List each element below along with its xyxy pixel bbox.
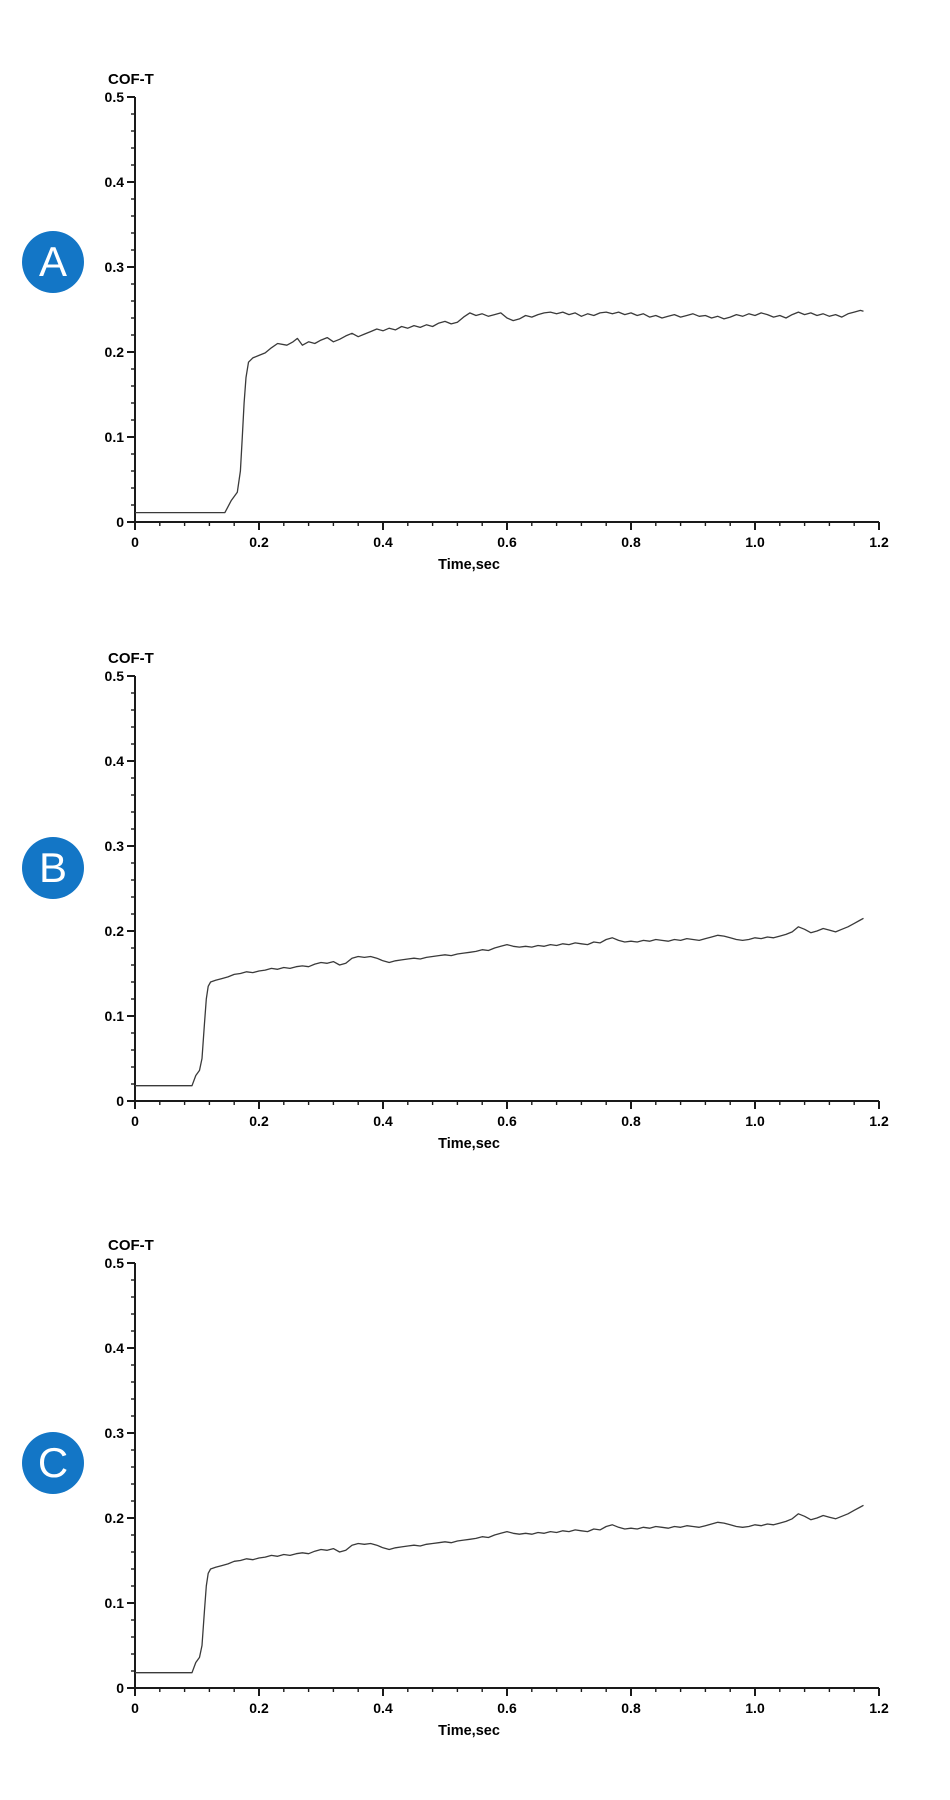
panel-badge-a-label: A — [38, 238, 67, 285]
y-tick-label: 0.5 — [104, 1255, 124, 1271]
y-tick-label: 0.2 — [104, 344, 124, 360]
cof-curve — [135, 918, 864, 1085]
x-tick-label: 0.6 — [497, 534, 517, 550]
x-tick-label: 1.0 — [745, 1700, 765, 1716]
x-tick-label: 0.6 — [497, 1700, 517, 1716]
cof-curve — [135, 1505, 864, 1672]
x-axis-label: Time,sec — [438, 557, 500, 573]
panel-badge-c-label: C — [37, 1439, 69, 1486]
y-tick-label: 0.3 — [104, 1425, 124, 1441]
axes — [135, 676, 879, 1101]
chart-title: COF-T — [108, 1237, 154, 1254]
y-tick-label: 0.5 — [104, 668, 124, 684]
y-tick-label: 0 — [116, 1093, 124, 1109]
x-tick-label: 0.2 — [249, 1700, 269, 1716]
panel-badge-b — [22, 837, 84, 899]
y-tick-label: 0.1 — [104, 429, 124, 445]
x-tick-label: 1.0 — [745, 1113, 765, 1129]
cof-curve — [135, 310, 864, 512]
cof-chart-b — [105, 650, 889, 1152]
x-tick-label: 1.2 — [869, 1113, 889, 1129]
panel-badge-a — [22, 231, 84, 293]
x-axis-label: Time,sec — [438, 1136, 500, 1152]
x-tick-label: 0.8 — [621, 1113, 641, 1129]
y-tick-label: 0.5 — [104, 89, 124, 105]
x-tick-label: 0.4 — [373, 1700, 393, 1716]
axes — [135, 1263, 879, 1688]
x-tick-label: 1.2 — [869, 534, 889, 550]
x-tick-label: 0.2 — [249, 1113, 269, 1129]
y-tick-label: 0.1 — [104, 1595, 124, 1611]
cof-chart-c — [105, 1237, 889, 1739]
x-tick-label: 0 — [131, 1113, 139, 1129]
y-tick-label: 0.1 — [104, 1008, 124, 1024]
y-tick-label: 0.4 — [104, 174, 124, 190]
y-tick-label: 0 — [116, 514, 124, 530]
x-axis-label: Time,sec — [438, 1723, 500, 1739]
x-tick-label: 0.2 — [249, 534, 269, 550]
x-tick-label: 1.0 — [745, 534, 765, 550]
y-tick-label: 0.2 — [104, 1510, 124, 1526]
x-tick-label: 0.8 — [621, 534, 641, 550]
cof-chart-a — [105, 71, 889, 573]
x-tick-label: 0 — [131, 534, 139, 550]
x-tick-label: 0.8 — [621, 1700, 641, 1716]
y-tick-label: 0.4 — [104, 1340, 124, 1356]
y-tick-label: 0.4 — [104, 753, 124, 769]
x-tick-label: 0.4 — [373, 1113, 393, 1129]
y-tick-label: 0.2 — [104, 923, 124, 939]
y-tick-label: 0.3 — [104, 259, 124, 275]
x-tick-label: 0.4 — [373, 534, 393, 550]
axes — [135, 97, 879, 522]
panel-badge-c — [22, 1432, 84, 1494]
chart-title: COF-T — [108, 71, 154, 88]
y-tick-label: 0 — [116, 1680, 124, 1696]
x-tick-label: 0 — [131, 1700, 139, 1716]
x-tick-label: 1.2 — [869, 1700, 889, 1716]
x-tick-label: 0.6 — [497, 1113, 517, 1129]
chart-title: COF-T — [108, 650, 154, 667]
panel-badge-b-label: B — [38, 844, 67, 891]
y-tick-label: 0.3 — [104, 838, 124, 854]
